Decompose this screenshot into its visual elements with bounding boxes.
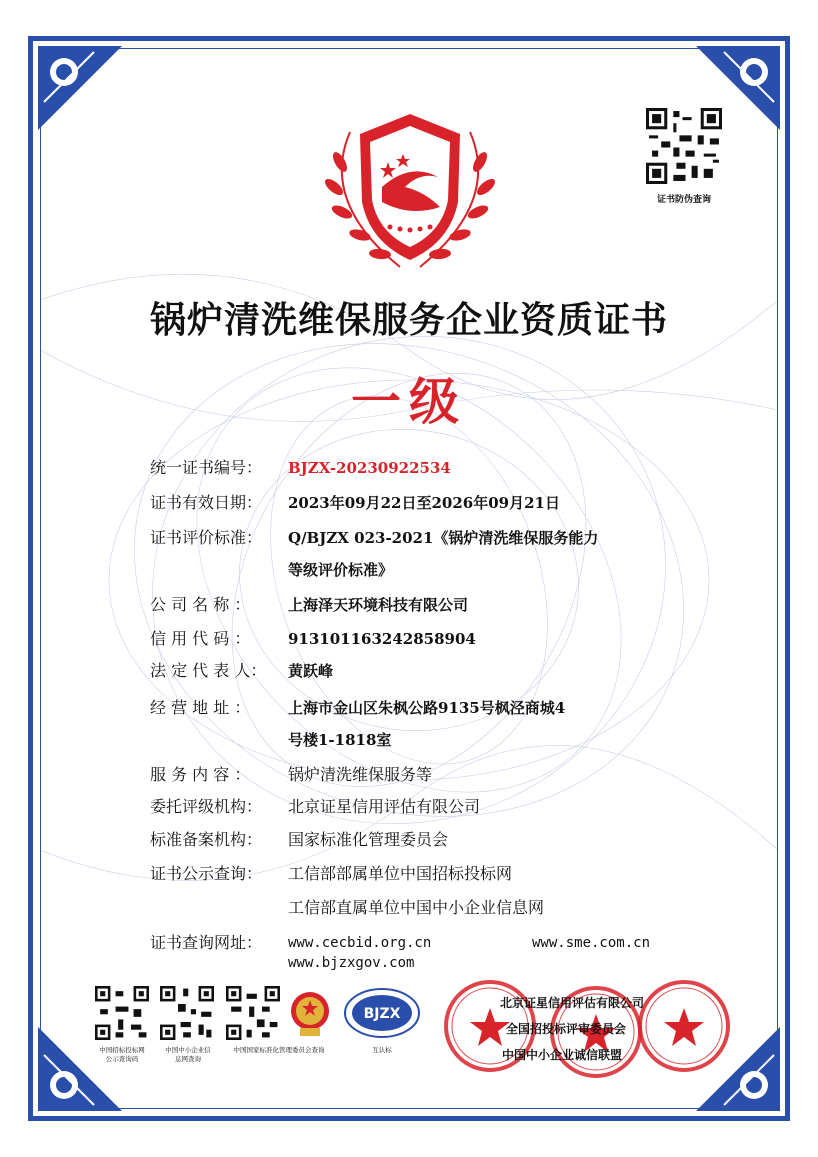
publicity-value-line2: 工信部直属单位中国中小企业信息网 <box>288 898 545 917</box>
field-label: 标准备案机构： <box>150 830 263 849</box>
anti-counterfeit-qr-code <box>646 108 722 184</box>
credit-code-value: 91310116324285890​4 <box>288 630 476 648</box>
field-label: 公 司 名 称 ： <box>150 595 251 614</box>
qr2-caption <box>154 1046 222 1064</box>
standard-value-line2: 等级评价标准》 <box>288 561 394 579</box>
bjzx-badge-text: BJZX <box>363 1006 401 1022</box>
corner-ornament-top-left <box>34 42 126 134</box>
red-seal-stamp <box>636 978 732 1074</box>
qr1-caption-line1: 中国招标投标网 <box>99 1046 145 1054</box>
field-label: 服 务 内 容 ： <box>150 765 251 784</box>
qr1-caption-line2: 公示查询码 <box>105 1055 139 1063</box>
sac-qr-code <box>226 986 280 1040</box>
sme-qr-code <box>160 986 214 1040</box>
qr1-caption <box>88 1046 156 1064</box>
national-emblem-icon <box>288 986 332 1040</box>
agency-value: 北京证星信用评估有限公司 <box>288 797 481 816</box>
field-label: 委托评级机构： <box>150 797 263 816</box>
field-label: 经 营 地 址 ： <box>150 698 251 717</box>
issuer-name-3: 中国中小企业诚信联盟 <box>502 1048 623 1062</box>
qr2-caption-line2: 息网查询 <box>175 1055 201 1063</box>
validity-value: 2023年09月22日至2026年09月21日 <box>288 494 560 512</box>
qr2-caption-line1: 中国中小企业信 <box>165 1046 211 1054</box>
qr3-caption: 中国国家标准化管理委员会查询 <box>233 1046 325 1054</box>
shield-laurel-emblem <box>310 92 510 277</box>
issuer-name-1: 北京证星信用评估有限公司 <box>500 996 645 1010</box>
qr-code-caption: 证书防伪查询 <box>656 195 711 205</box>
field-label: 证书公示查询： <box>150 864 263 883</box>
field-label: 证书有效日期： <box>150 493 263 512</box>
field-label: 信 用 代 码 ： <box>150 629 251 648</box>
certificate-grade: 一级 <box>351 372 467 431</box>
query-url-3[interactable]: www.bjzxgov.com <box>288 955 415 971</box>
badge-caption: 互认标 <box>372 1046 392 1054</box>
standard-value-line1: Q/BJZX 023-2021《锅炉清洗维保服务能力 <box>288 529 599 547</box>
address-value-line2: 号楼1-1818室 <box>288 731 392 749</box>
query-url-2[interactable]: www.sme.com.cn <box>532 935 651 951</box>
field-label: 法 定 代 表 人： <box>150 661 267 680</box>
address-value-line1: 上海市金山区朱枫公路9135号枫泾商城4 <box>288 699 566 717</box>
field-label: 证书查询网址： <box>150 933 263 952</box>
company-value: 上海泽天环境科技有限公司 <box>288 596 469 614</box>
cert-no-value: BJZX-20230922534 <box>288 459 451 477</box>
field-label: 统一证书编号： <box>150 458 263 477</box>
query-url-1[interactable]: www.cecbid.org.cn <box>288 935 432 951</box>
issuer-name-2: 全国招投标评审委员会 <box>506 1022 627 1036</box>
field-label: 证书评价标准： <box>150 528 263 547</box>
filing-value: 国家标准化管理委员会 <box>288 830 449 849</box>
certificate-title: 锅炉清洗维保服务企业资质证书 <box>149 299 668 341</box>
service-value: 锅炉清洗维保服务等 <box>288 765 433 784</box>
legal-rep-value: 黄跃峰 <box>288 662 334 680</box>
publicity-value-line1: 工信部部属单位中国招标投标网 <box>288 864 513 883</box>
bjzx-badge-icon <box>343 986 421 1040</box>
cecbid-qr-code <box>95 986 149 1040</box>
